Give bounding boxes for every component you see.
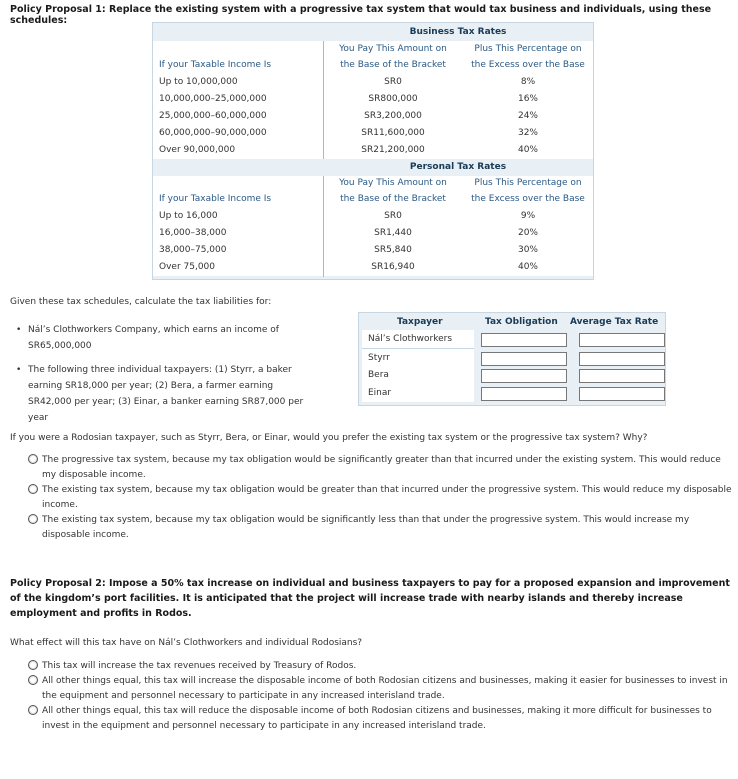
base-cell: SR5,840 [374, 245, 412, 255]
base-cell: SR0 [384, 77, 402, 87]
column-divider [323, 176, 324, 277]
radio-icon[interactable] [28, 660, 38, 670]
pct-column-header-1: Plus This Percentage on [474, 178, 582, 188]
pct-column-header-2: the Excess over the Base [471, 194, 585, 204]
bullet-icon: • [16, 325, 22, 335]
base-column-header-1: You Pay This Amount on [339, 178, 447, 188]
base-cell: SR1,440 [374, 228, 412, 238]
option-label: All other things equal, this tax will increase the disposable income of both Rodosian citizens and businesses, making it easier for businesses to invest in the equipment and personnel necessary to participate in any increased interisland trade. [42, 676, 728, 701]
business-section-title: Business Tax Rates [409, 27, 507, 37]
income-cell: Up to 10,000,000 [159, 77, 238, 87]
income-column-header: If your Taxable Income Is [159, 194, 272, 204]
tax-obligation-input-nals[interactable] [481, 333, 567, 347]
income-cell: Over 90,000,000 [159, 145, 236, 155]
proposal-2-title: Policy Proposal 2: Impose a 50% tax increase on individual and business taxpayers to pay for a proposed expansion and improvement of the kingdom’s port facilities. It is anticipated that the project will increase trade with nearby islands and thereby increase employment and profits in Rodos. [10, 578, 730, 619]
table-row [153, 74, 593, 91]
base-cell: SR0 [384, 211, 402, 221]
list-item [14, 362, 314, 426]
base-cell: SR3,200,000 [364, 111, 422, 121]
list-item [14, 322, 314, 354]
radio-icon[interactable] [28, 705, 38, 715]
average-rate-input-einar[interactable] [579, 387, 665, 401]
table-row [153, 259, 593, 276]
average-rate-input-bera[interactable] [579, 369, 665, 383]
taxpayer-name: Nál’s Clothworkers [368, 334, 453, 344]
base-column-header-2: the Base of the Bracket [340, 194, 446, 204]
divider [362, 348, 474, 349]
tax-obligation-input-einar[interactable] [481, 387, 567, 401]
pct-cell: 30% [517, 245, 538, 255]
base-column-header-2: the Base of the Bracket [340, 60, 446, 70]
bullet-text: The following three individual taxpayers: (1) Styrr, a baker earning SR18,000 per year; (2) Bera, a farmer earning SR42,000 per year; (3) Einar, a banker earning SR87,000 per year [28, 365, 304, 423]
pct-cell: 16% [517, 94, 538, 104]
taxpayer-answer-table [358, 312, 666, 406]
radio-icon[interactable] [28, 514, 38, 524]
average-rate-column-header: Average Tax Rate [570, 317, 659, 327]
tax-obligation-column-header: Tax Obligation [485, 317, 558, 327]
taxpayer-name: Styrr [368, 353, 390, 363]
tax-obligation-input-styrr[interactable] [481, 352, 567, 366]
given-list [14, 322, 314, 430]
business-header-row [153, 41, 593, 74]
personal-section-title: Personal Tax Rates [409, 162, 507, 172]
bullet-icon: • [16, 365, 22, 375]
pct-cell: 20% [517, 228, 538, 238]
q1-question: If you were a Rodosian taxpayer, such as Styrr, Bera, or Einar, would you prefer the existing tax system or the progressive tax system? Why? [10, 433, 648, 443]
base-cell: SR800,000 [368, 94, 418, 104]
bullet-text: Nál’s Clothworkers Company, which earns an income of SR65,000,000 [28, 325, 279, 351]
income-cell: Up to 16,000 [159, 211, 218, 221]
income-column-header: If your Taxable Income Is [159, 60, 272, 70]
tax-schedule-table [152, 22, 594, 280]
option-label: The progressive tax system, because my tax obligation would be significantly greater than that incurred under the existing system. This would reduce my disposable income. [42, 455, 721, 480]
base-cell: SR16,940 [371, 262, 415, 272]
column-divider [323, 41, 324, 159]
income-cell: Over 75,000 [159, 262, 215, 272]
base-cell: SR21,200,000 [361, 145, 425, 155]
radio-icon[interactable] [28, 675, 38, 685]
pct-cell: 24% [517, 111, 538, 121]
pct-cell: 8% [520, 77, 536, 87]
average-rate-input-styrr[interactable] [579, 352, 665, 366]
option-label: The existing tax system, because my tax obligation would be greater than that incurred under the progressive system. This would reduce my disposable income. [42, 485, 732, 510]
option-label: The existing tax system, because my tax obligation would be significantly less than that under the progressive system. This would increase my disposable income. [42, 515, 690, 540]
table-row [153, 108, 593, 125]
personal-header-row [153, 176, 593, 208]
taxpayer-column-header: Taxpayer [397, 317, 443, 327]
proposal-1-title: Policy Proposal 1: Replace the existing system with a progressive tax system that would tax business and individuals, using these schedules: [10, 4, 712, 26]
taxpayer-name: Einar [368, 388, 392, 398]
q2-question: What effect will this tax have on Nál’s Clothworkers and individual Rodosians? [10, 638, 363, 648]
table-row [153, 208, 593, 225]
average-rate-input-nals[interactable] [579, 333, 665, 347]
income-cell: 60,000,000–90,000,000 [159, 128, 267, 138]
given-intro: Given these tax schedules, calculate the tax liabilities for: [10, 297, 272, 307]
option-label: All other things equal, this tax will reduce the disposable income of both Rodosian citizens and businesses, making it more difficult for businesses to invest in the equipment and personnel necessary to participate in any increased interisland trade. [42, 706, 712, 731]
income-cell: 25,000,000–60,000,000 [159, 111, 267, 121]
pct-column-header-2: the Excess over the Base [471, 60, 585, 70]
pct-column-header-1: Plus This Percentage on [474, 44, 582, 54]
radio-icon[interactable] [28, 454, 38, 464]
income-cell: 10,000,000–25,000,000 [159, 94, 267, 104]
taxpayer-name: Bera [368, 370, 389, 380]
base-cell: SR11,600,000 [361, 128, 425, 138]
income-cell: 16,000–38,000 [159, 228, 227, 238]
table-row [153, 125, 593, 142]
income-cell: 38,000–75,000 [159, 245, 227, 255]
table-row [153, 225, 593, 242]
pct-cell: 40% [517, 262, 538, 272]
option-label: This tax will increase the tax revenues received by Treasury of Rodos. [42, 661, 357, 671]
table-row [153, 91, 593, 108]
table-row [153, 242, 593, 259]
base-column-header-1: You Pay This Amount on [339, 44, 447, 54]
table-row [153, 142, 593, 159]
pct-cell: 9% [520, 211, 536, 221]
pct-cell: 32% [517, 128, 538, 138]
radio-icon[interactable] [28, 484, 38, 494]
pct-cell: 40% [517, 145, 538, 155]
tax-obligation-input-bera[interactable] [481, 369, 567, 383]
